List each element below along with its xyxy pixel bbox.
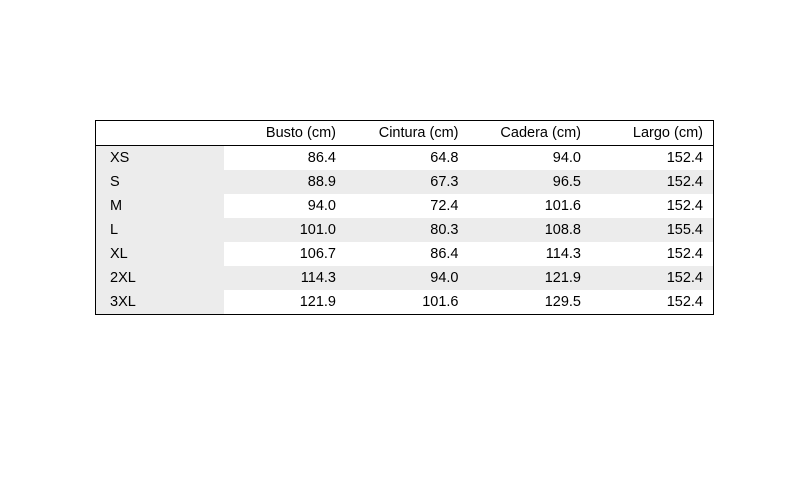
cell-busto: 88.9: [224, 170, 347, 194]
cell-cintura: 72.4: [346, 194, 469, 218]
cell-size: 3XL: [96, 290, 224, 315]
cell-largo: 152.4: [591, 290, 714, 315]
column-header-cadera: Cadera (cm): [469, 121, 592, 146]
cell-busto: 101.0: [224, 218, 347, 242]
cell-cintura: 80.3: [346, 218, 469, 242]
cell-largo: 152.4: [591, 242, 714, 266]
column-header-busto: Busto (cm): [224, 121, 347, 146]
cell-cadera: 96.5: [469, 170, 592, 194]
cell-size: L: [96, 218, 224, 242]
column-header-cintura: Cintura (cm): [346, 121, 469, 146]
cell-cadera: 94.0: [469, 146, 592, 171]
cell-cintura: 101.6: [346, 290, 469, 315]
cell-busto: 121.9: [224, 290, 347, 315]
cell-busto: 114.3: [224, 266, 347, 290]
size-chart-table: [95, 120, 714, 315]
cell-cadera: 114.3: [469, 242, 592, 266]
cell-cintura: 94.0: [346, 266, 469, 290]
cell-cadera: 108.8: [469, 218, 592, 242]
column-header-largo: Largo (cm): [591, 121, 714, 146]
cell-largo: 152.4: [591, 266, 714, 290]
table-row: [96, 170, 714, 194]
cell-size: M: [96, 194, 224, 218]
size-chart-container: [95, 120, 713, 315]
cell-size: XS: [96, 146, 224, 171]
table-row: [96, 290, 714, 315]
table-row: [96, 146, 714, 171]
cell-busto: 106.7: [224, 242, 347, 266]
cell-cadera: 121.9: [469, 266, 592, 290]
table-body: [96, 146, 714, 315]
column-header-size: [96, 121, 224, 146]
cell-busto: 86.4: [224, 146, 347, 171]
cell-largo: 152.4: [591, 170, 714, 194]
table-row: [96, 242, 714, 266]
table-row: [96, 194, 714, 218]
cell-cintura: 64.8: [346, 146, 469, 171]
table-row: [96, 218, 714, 242]
cell-busto: 94.0: [224, 194, 347, 218]
cell-size: XL: [96, 242, 224, 266]
cell-largo: 152.4: [591, 146, 714, 171]
cell-largo: 155.4: [591, 218, 714, 242]
table-header-row: [96, 121, 714, 146]
cell-cadera: 101.6: [469, 194, 592, 218]
cell-cintura: 86.4: [346, 242, 469, 266]
cell-size: S: [96, 170, 224, 194]
cell-cintura: 67.3: [346, 170, 469, 194]
table-row: [96, 266, 714, 290]
table-header: [96, 121, 714, 146]
cell-size: 2XL: [96, 266, 224, 290]
cell-cadera: 129.5: [469, 290, 592, 315]
cell-largo: 152.4: [591, 194, 714, 218]
